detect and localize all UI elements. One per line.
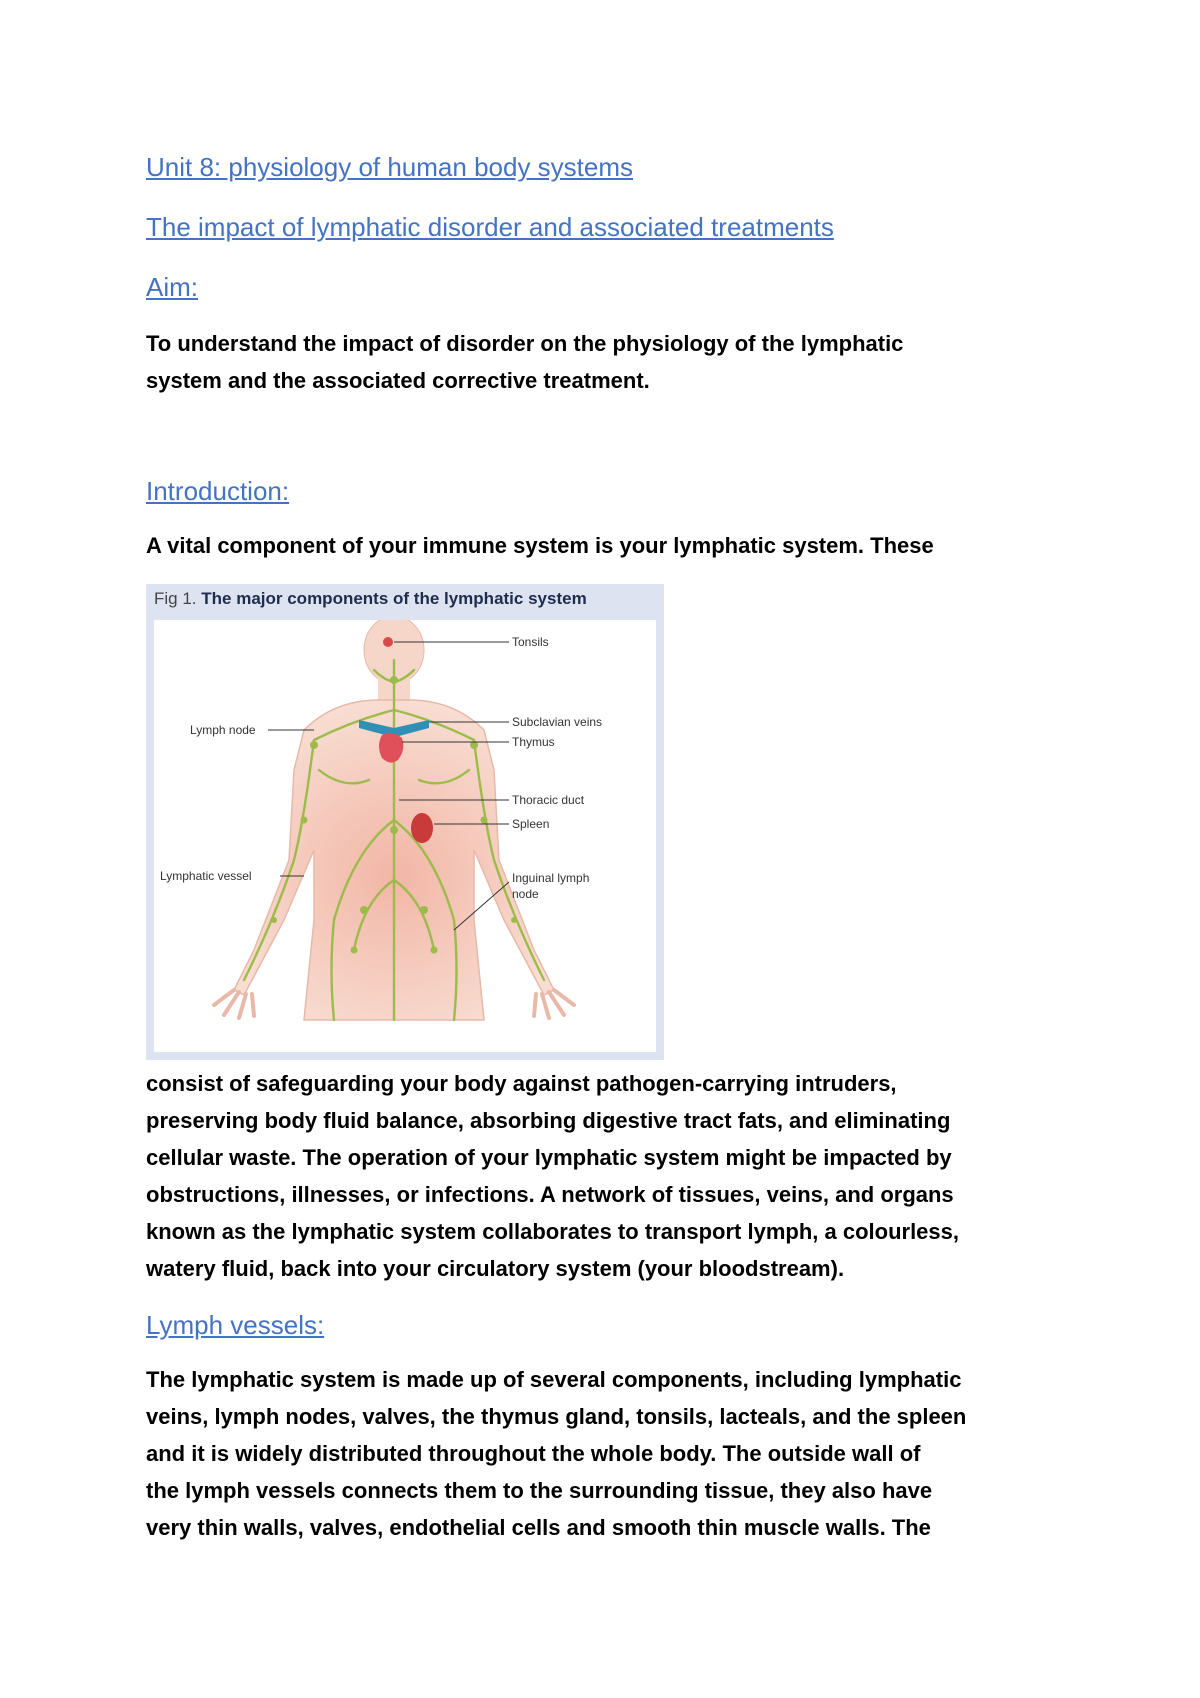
vessels-line: the lymph vessels connects them to the surrounding tissue, they also have [146,1478,933,1503]
label-subclavian-veins: Subclavian veins [512,715,603,729]
label-inguinal-node: node [512,887,539,901]
vessels-line: veins, lymph nodes, valves, the thymus gland, tonsils, lacteals, and the spleen [146,1404,967,1429]
unit-heading: Unit 8: physiology of human body systems [146,152,634,182]
intro-line: preserving body fluid balance, absorbing digestive tract fats, and eliminating [146,1108,951,1133]
label-thoracic-duct: Thoracic duct [512,793,585,807]
aim-heading: Aim: [146,272,198,302]
figure-caption [154,588,587,610]
vessels-line: The lymphatic system is made up of several components, including lymphatic [146,1367,962,1392]
intro-line: obstructions, illnesses, or infections. A network of tissues, veins, and organs [146,1182,954,1207]
intro-line: known as the lymphatic system collaborates to transport lymph, a colourless, [146,1219,960,1244]
figure-number: Fig 1. [154,589,197,608]
vessels-line: and it is widely distributed throughout the whole body. The outside wall of [146,1441,921,1466]
lymph-vessels-heading: Lymph vessels: [146,1310,325,1340]
label-lymph-node: Lymph node [190,723,256,737]
intro-line: watery fluid, back into your circulatory system (your bloodstream). [146,1256,845,1281]
aim-line: system and the associated corrective treatment. [146,368,650,393]
label-lymphatic-vessel: Lymphatic vessel [160,869,252,883]
intro-paragraph [146,1065,1076,1287]
vessels-line: very thin walls, valves, endothelial cells and smooth thin muscle walls. The [146,1515,931,1540]
label-tonsils: Tonsils [512,635,549,649]
label-thymus: Thymus [512,735,555,749]
lymphatic-body-illustration [154,620,656,1052]
intro-line: cellular waste. The operation of your lymphatic system might be impacted by [146,1145,952,1170]
aim-paragraph [146,325,1076,399]
impact-heading: The impact of lymphatic disorder and associated treatments [146,212,834,242]
vessels-paragraph [146,1361,1076,1546]
intro-lead-line: A vital component of your immune system is your lymphatic system. These [146,533,934,558]
aim-line: To understand the impact of disorder on the physiology of the lymphatic [146,331,904,356]
lymphatic-system-figure [146,584,664,1060]
spleen-organ [411,813,433,843]
label-spleen: Spleen [512,817,550,831]
label-inguinal-lymph: Inguinal lymph [512,871,590,885]
tonsils-organ [383,637,393,647]
introduction-heading: Introduction: [146,476,290,506]
intro-line: consist of safeguarding your body against pathogen-carrying intruders, [146,1071,897,1096]
figure-title: The major components of the lymphatic system [201,589,587,608]
